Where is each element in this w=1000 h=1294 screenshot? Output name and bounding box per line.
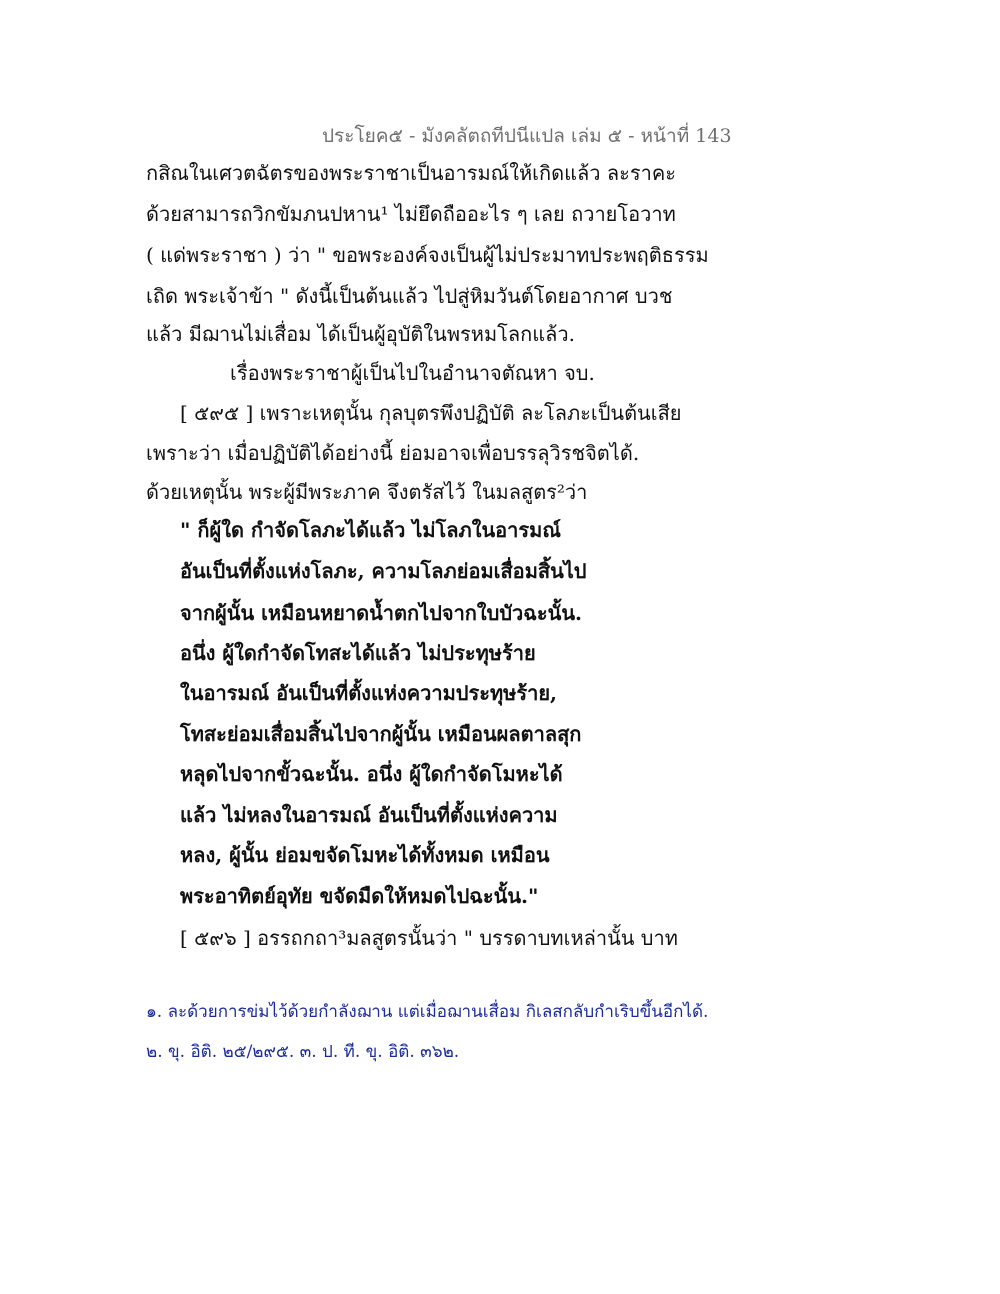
body-line-1: กสิณในเศวตฉัตรของพระราชาเป็นอารมณ์ให้เกิดแล้ว ละราคะ bbox=[146, 161, 676, 185]
body-line-4: เถิด พระเจ้าข้า " ดังนี้เป็นต้นแล้ว ไปสู่หิมวันต์โดยอากาศ บวช bbox=[146, 284, 673, 308]
body-line-5: แล้ว มีฌานไม่เสื่อม ได้เป็นผู้อุบัติในพรหมโลกแล้ว. bbox=[146, 322, 575, 346]
running-header: ประโยค๕ - มังคลัตถทีปนีแปล เล่ม ๕ - หน้าที่ 143 bbox=[322, 125, 732, 147]
verse-line-2: อันเป็นที่ตั้งแห่งโลภะ, ความโลภย่อมเสื่อมสิ้นไป bbox=[180, 559, 587, 583]
paragraph-595-line-2: เพราะว่า เมื่อปฏิบัติได้อย่างนี้ ย่อมอาจเพื่อบรรลุวิรชจิตได้. bbox=[146, 441, 640, 465]
footnote-1: ๑. ละด้วยการข่มไว้ด้วยกำลังฌาน แต่เมื่อฌานเสื่อม กิเลสกลับกำเริบขึ้นอีกได้. bbox=[146, 1002, 709, 1022]
verse-line-10: พระอาทิตย์อุทัย ขจัดมืดให้หมดไปฉะนั้น." bbox=[180, 884, 539, 908]
verse-line-1: " ก็ผู้ใด กำจัดโลภะได้แล้ว ไม่โลภในอารมณ์ bbox=[180, 518, 561, 542]
paragraph-595-line-1: [ ๕๙๕ ] เพราะเหตุนั้น กุลบุตรพึงปฏิบัติ ละโลภะเป็นต้นเสีย bbox=[180, 401, 682, 425]
verse-line-4: อนึ่ง ผู้ใดกำจัดโทสะได้แล้ว ไม่ประทุษร้าย bbox=[180, 641, 536, 665]
paragraph-595-line-3: ด้วยเหตุนั้น พระผู้มีพระภาค จึงตรัสไว้ ในมลสูตร²ว่า bbox=[146, 480, 588, 504]
verse-line-6: โทสะย่อมเสื่อมสิ้นไปจากผู้นั้น เหมือนผลตาลสุก bbox=[180, 722, 582, 746]
footnote-2-3: ๒. ขุ. อิติ. ๒๕/๒๙๕. ๓. ป. ที. ขุ. อิติ. ๓๖๒. bbox=[146, 1042, 460, 1062]
body-line-2: ด้วยสามารถวิกขัมภนปหาน¹ ไม่ยึดถืออะไร ๆ เลย ถวายโอวาท bbox=[146, 202, 676, 226]
verse-line-5: ในอารมณ์ อันเป็นที่ตั้งแห่งความประทุษร้าย, bbox=[180, 681, 558, 705]
verse-line-3: จากผู้นั้น เหมือนหยาดน้ำตกไปจากใบบัวฉะนั้น. bbox=[180, 601, 582, 625]
story-end-line: เรื่องพระราชาผู้เป็นไปในอำนาจตัณหา จบ. bbox=[230, 361, 595, 385]
body-line-3: ( แด่พระราชา ) ว่า " ขอพระองค์จงเป็นผู้ไม่ประมาทประพฤติธรรม bbox=[146, 243, 709, 267]
paragraph-596-line: [ ๕๙๖ ] อรรถกถา³มลสูตรนั้นว่า " บรรดาบทเหล่านั้น บาท bbox=[180, 926, 678, 950]
verse-line-8: แล้ว ไม่หลงในอารมณ์ อันเป็นที่ตั้งแห่งความ bbox=[180, 803, 558, 827]
verse-line-7: หลุดไปจากขั้วฉะนั้น. อนึ่ง ผู้ใดกำจัดโมหะได้ bbox=[180, 762, 563, 786]
verse-line-9: หลง, ผู้นั้น ย่อมขจัดโมหะได้ทั้งหมด เหมือน bbox=[180, 843, 550, 867]
